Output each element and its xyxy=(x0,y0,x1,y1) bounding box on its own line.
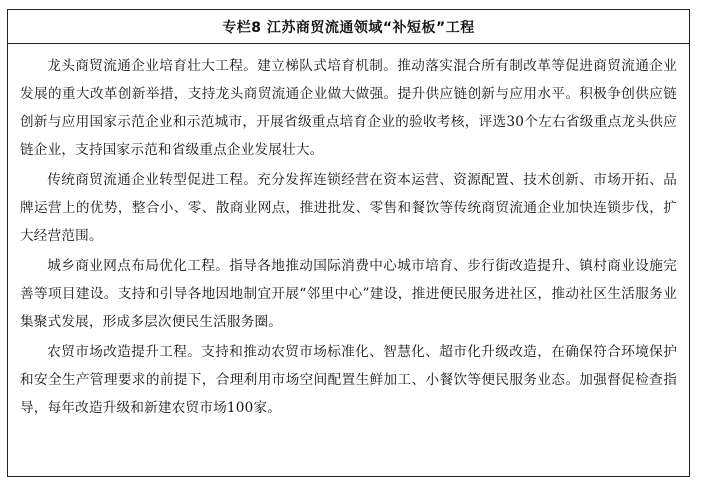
paragraph-urban-rural-outlets: 城乡商业网点布局优化工程。指导各地推动国际消费中心城市培育、步行街改造提升、镇村商业设施完善等项目建设。支持和引导各地因地制宜开展“邻里中心”建设，推进便民服务进社区，推动社区生活服务业集聚式发展，形成多层次便民生活服务圈。 xyxy=(20,258,677,330)
column-box xyxy=(7,9,690,477)
column-body xyxy=(8,44,689,422)
column-title: 专栏8 江苏商贸流通领域“补短板”工程 xyxy=(8,10,689,44)
paragraph-leading-enterprises: 龙头商贸流通企业培育壮大工程。建立梯队式培育机制。推动落实混合所有制改革等促进商贸流通企业发展的重大改革创新举措，支持龙头商贸流通企业做大做强。提升供应链创新与应用水平。积极争创供应链创新与应用国家示范企业和示范城市，开展省级重点培育企业的验收考核，评选30个左右省级重点龙头供应链企业，支持国家示范和省级重点企业发展壮大。 xyxy=(20,58,677,158)
paragraph-farmers-market: 农贸市场改造提升工程。支持和推动农贸市场标准化、智慧化、超市化升级改造，在确保符合环境保护和安全生产管理要求的前提下，合理利用市场空间配置生鲜加工、小餐饮等便民服务业态。加强督促检查指导，每年改造升级和新建农贸市场100家。 xyxy=(20,344,677,416)
paragraph-traditional-enterprises: 传统商贸流通企业转型促进工程。充分发挥连锁经营在资本运营、资源配置、技术创新、市场开拓、品牌运营上的优势，整合小、零、散商业网点，推进批发、零售和餐饮等传统商贸流通企业加快连锁步伐，扩大经营范围。 xyxy=(20,172,677,244)
